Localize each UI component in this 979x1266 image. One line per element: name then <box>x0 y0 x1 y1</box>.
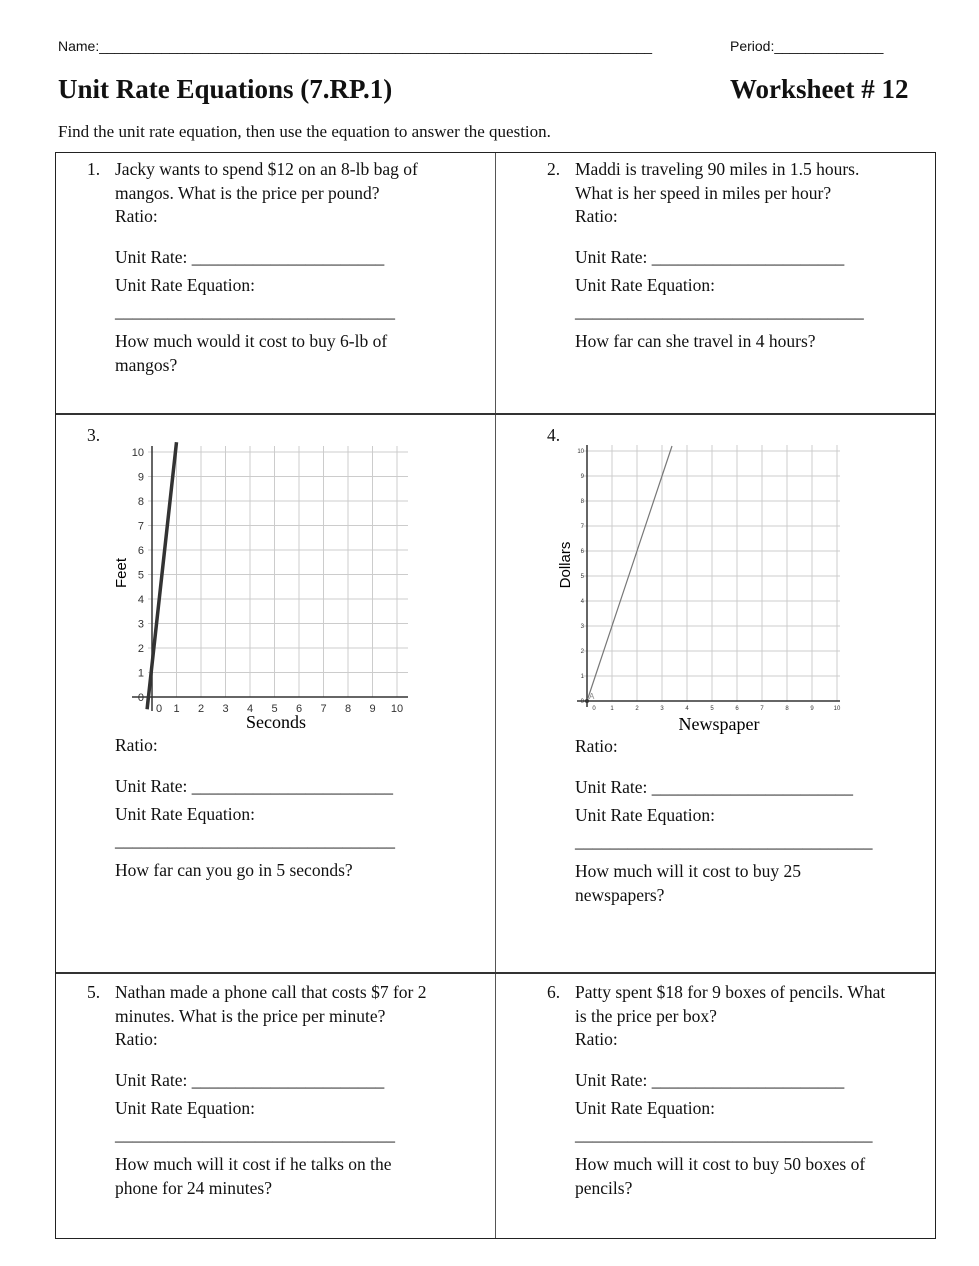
question-text: pencils? <box>575 1178 633 1198</box>
ratio-label[interactable]: Ratio: <box>575 1029 618 1049</box>
y-tick-label: 6 <box>137 545 144 557</box>
x-tick-label: 8 <box>344 703 352 715</box>
problem-text: Patty spent $18 for 9 boxes of pencils. What <box>575 982 886 1002</box>
y-tick-label: 8 <box>580 499 584 505</box>
x-axis-label: Newspaper <box>678 714 760 734</box>
problem-text: minutes. What is the price per minute? <box>115 1006 386 1026</box>
x-tick-label: 4 <box>246 703 254 715</box>
unit-rate-equation-label: Unit Rate Equation: <box>575 275 715 295</box>
question-text: How far can you go in 5 seconds? <box>115 860 353 880</box>
question-text: How far can she travel in 4 hours? <box>575 331 816 351</box>
x-tick-label: 5 <box>271 703 278 715</box>
x-tick-label: 4 <box>685 706 689 712</box>
problem-number: 4. <box>547 425 561 445</box>
period-field[interactable]: Period:______________ <box>730 38 884 54</box>
problem-number: 6. <box>547 982 561 1002</box>
question-text: How much will it cost if he talks on the <box>115 1154 392 1174</box>
unit-rate-equation-label: Unit Rate Equation: <box>575 805 715 825</box>
equation-blank[interactable]: __________________________________ <box>575 1124 873 1144</box>
equation-blank[interactable]: _________________________________ <box>575 301 864 321</box>
y-tick-label: 8 <box>137 496 144 508</box>
column-divider <box>495 153 496 1238</box>
problem-number: 1. <box>87 159 101 179</box>
question-text: How much will it cost to buy 25 <box>575 861 802 881</box>
y-tick-label: 6 <box>580 549 584 555</box>
question-text: newspapers? <box>575 885 665 905</box>
unit-rate-equation-label: Unit Rate Equation: <box>575 1098 715 1118</box>
y-tick-label: 10 <box>577 449 584 455</box>
worksheet-number: Worksheet # 12 <box>730 74 909 104</box>
equation-blank[interactable]: __________________________________ <box>575 831 873 851</box>
problem-number: 5. <box>87 982 101 1002</box>
x-tick-label: 0 <box>592 706 596 712</box>
row-divider <box>56 413 935 415</box>
y-tick-label: 1 <box>580 674 584 680</box>
y-axis-label: Dollars <box>557 541 574 589</box>
x-tick-label: 9 <box>810 706 814 712</box>
x-tick-label: 2 <box>197 703 205 715</box>
x-tick-label: 6 <box>295 703 303 715</box>
problem-number: 3. <box>87 425 101 445</box>
y-tick-label: 4 <box>137 594 144 606</box>
question-text: How much will it cost to buy 50 boxes of <box>575 1154 866 1174</box>
problem-text: Maddi is traveling 90 miles in 1.5 hours. <box>575 159 860 179</box>
problem-number: 2. <box>547 159 561 179</box>
equation-blank[interactable]: ________________________________ <box>115 1124 395 1144</box>
problem-text: Jacky wants to spend $12 on an 8-lb bag of <box>115 159 418 179</box>
problem-text: What is her speed in miles per hour? <box>575 183 832 203</box>
y-tick-label: 3 <box>137 618 144 631</box>
x-tick-label: 10 <box>833 706 841 712</box>
x-tick-label: 2 <box>635 706 639 712</box>
unit-rate-field[interactable]: Unit Rate: ______________________ <box>115 247 385 267</box>
x-tick-label: 8 <box>785 706 789 712</box>
x-tick-label: 3 <box>222 703 229 715</box>
y-tick-label: 7 <box>580 524 584 530</box>
unit-rate-equation-label: Unit Rate Equation: <box>115 1098 255 1118</box>
ratio-label[interactable]: Ratio: <box>115 1029 158 1049</box>
problem-text: mangos. What is the price per pound? <box>115 183 380 203</box>
problem-text: is the price per box? <box>575 1006 717 1026</box>
ratio-label[interactable]: Ratio: <box>575 206 618 226</box>
y-tick-label: 2 <box>580 649 584 655</box>
x-tick-label: 6 <box>735 706 739 712</box>
question-text: How much would it cost to buy 6-lb of <box>115 331 388 351</box>
unit-rate-equation-label: Unit Rate Equation: <box>115 275 255 295</box>
y-tick-label: 9 <box>137 471 144 484</box>
y-tick-label: 10 <box>131 447 144 459</box>
name-field[interactable]: Name:_______________________________________________________________________ <box>58 38 653 54</box>
y-tick-label: 7 <box>137 520 144 533</box>
unit-rate-field[interactable]: Unit Rate: _______________________ <box>115 776 394 796</box>
ratio-label[interactable]: Ratio: <box>115 735 158 755</box>
y-tick-label: 0 <box>580 699 584 705</box>
ratio-label[interactable]: Ratio: <box>115 206 158 226</box>
y-tick-label: 3 <box>580 624 584 630</box>
x-tick-label: 3 <box>660 706 664 712</box>
y-tick-label: 2 <box>137 643 144 655</box>
question-text: mangos? <box>115 355 178 375</box>
x-tick-label: 0 <box>155 703 163 715</box>
unit-rate-field[interactable]: Unit Rate: _______________________ <box>575 777 854 797</box>
y-tick-label: 9 <box>580 474 584 480</box>
y-tick-label: 0 <box>137 692 144 704</box>
instructions: Find the unit rate equation, then use the equation to answer the question. <box>58 122 551 141</box>
equation-blank[interactable]: ________________________________ <box>115 301 395 321</box>
question-text: phone for 24 minutes? <box>115 1178 272 1198</box>
x-axis-label: Seconds <box>246 712 306 732</box>
x-tick-label: 7 <box>320 703 327 715</box>
y-tick-label: 5 <box>137 569 144 582</box>
y-tick-label: 5 <box>580 574 584 580</box>
unit-rate-field[interactable]: Unit Rate: ______________________ <box>115 1070 385 1090</box>
unit-rate-field[interactable]: Unit Rate: ______________________ <box>575 1070 845 1090</box>
x-tick-label: 10 <box>390 703 404 715</box>
point-label: A <box>589 692 595 701</box>
y-axis-label: Feet <box>113 557 130 589</box>
x-tick-label: 9 <box>369 703 376 715</box>
unit-rate-field[interactable]: Unit Rate: ______________________ <box>575 247 845 267</box>
ratio-label[interactable]: Ratio: <box>575 736 618 756</box>
equation-blank[interactable]: ________________________________ <box>115 830 395 850</box>
problem-text: Nathan made a phone call that costs $7 for 2 <box>115 982 427 1002</box>
row-divider <box>56 972 935 974</box>
x-tick-label: 1 <box>173 703 180 715</box>
unit-rate-equation-label: Unit Rate Equation: <box>115 804 255 824</box>
x-tick-label: 1 <box>610 706 614 712</box>
y-tick-label: 4 <box>580 599 584 605</box>
y-tick-label: 1 <box>137 667 144 680</box>
x-tick-label: 7 <box>760 706 764 712</box>
x-tick-label: 5 <box>710 706 714 712</box>
page-title: Unit Rate Equations (7.RP.1) <box>58 74 393 104</box>
